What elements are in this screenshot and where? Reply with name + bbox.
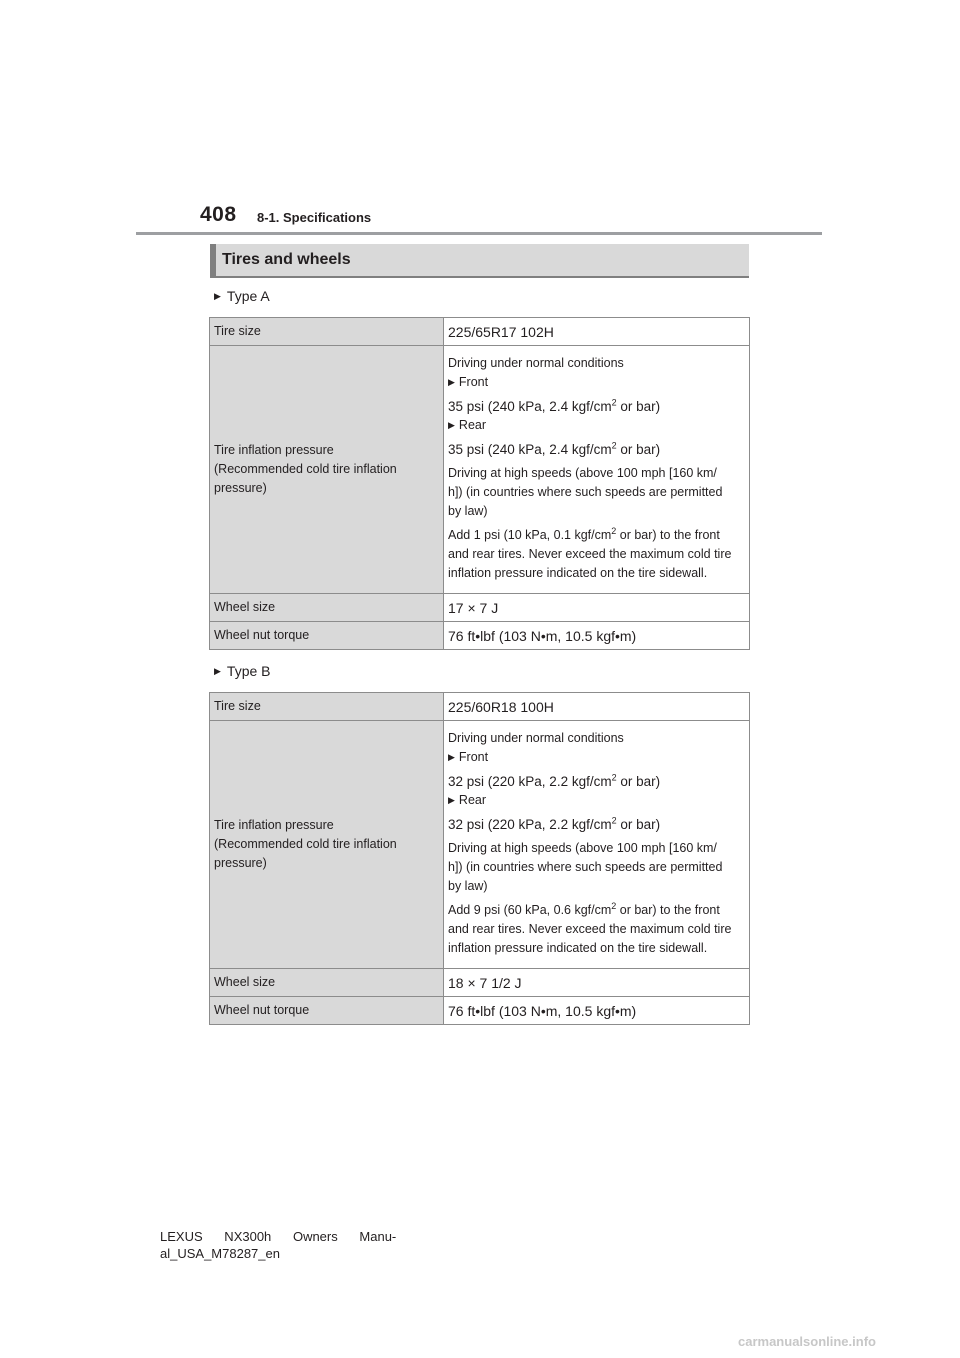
tire-size-value: 225/65R17 102H: [444, 318, 750, 346]
wheel-nut-torque-label: Wheel nut torque: [210, 997, 444, 1025]
wheel-size-label: Wheel size: [210, 969, 444, 997]
tire-inflation-label: Tire inflation pressure (Recommended cold tire inflation pressure): [210, 346, 444, 594]
front-pressure-value: 32 psi (220 kPa, 2.2 kgf/$cm^2$ or bar): [448, 772, 661, 789]
tire-size-value: 225/60R18 100H: [444, 693, 750, 721]
high-speed-note: Driving at high speeds (above 100 mph [160 km/: [448, 466, 717, 480]
table-row: [210, 721, 750, 969]
wheel-size-value: 18 × 7 1/2 J: [444, 969, 750, 997]
triangle-arrow-icon: ▶: [214, 666, 221, 676]
table-row: [210, 318, 750, 346]
type-a-spec-table: [209, 317, 750, 650]
normal-conditions-heading: Driving under normal conditions: [448, 356, 624, 370]
section-label: 8-1. Specifications: [257, 210, 372, 225]
header-divider: [136, 232, 822, 235]
high-speed-note: Driving at high speeds (above 100 mph [160 km/: [448, 841, 717, 855]
page-number: 408: [200, 203, 237, 226]
watermark: carmanualsonline.info: [738, 1334, 876, 1349]
front-label: ▶ Front: [448, 750, 489, 764]
tire-inflation-value: Driving under normal conditions ▶ Front 35 psi (240 kPa, 2.4 kgf/$cm^2$ or bar) ▶ Rear 35 psi (240 kPa, 2.4 kgf/$cm^2$ or bar) Driving at high speeds (above 100 mph [160 km/ h]) (in countries where such speeds are permitted by law) Add 1 psi (10 kPa, 0.1 kgf/$cm^2$ or bar) to the front and rear tires. Never exceed the maximum cold tire inflation pressure indicated on the tire sidewall.: [444, 346, 750, 594]
page-footer: LEXUS NX300h Owners Manu- al_USA_M78287_en: [160, 1229, 397, 1261]
rear-pressure-value: 35 psi (240 kPa, 2.4 kgf/$cm^2$ or bar): [448, 440, 661, 457]
triangle-arrow-icon: ▶: [448, 377, 455, 387]
type-a-label: ▶ Type A: [214, 288, 270, 304]
front-label: ▶ Front: [448, 375, 489, 389]
type-b-spec-table: [209, 692, 750, 1025]
triangle-arrow-icon: ▶: [214, 291, 221, 301]
tire-size-label: Tire size: [210, 693, 444, 721]
table-row: [210, 346, 750, 594]
wheel-size-label: Wheel size: [210, 594, 444, 622]
table-row: [210, 693, 750, 721]
rear-label: ▶ Rear: [448, 418, 487, 432]
type-b-label: ▶ Type B: [214, 663, 271, 679]
add-pressure-note: Add 1 psi (10 kPa, 0.1 kgf/$cm^2$ or bar) to the front: [448, 525, 720, 542]
rear-label: ▶ Rear: [448, 793, 487, 807]
triangle-arrow-icon: ▶: [448, 420, 455, 430]
add-pressure-note: Add 9 psi (60 kPa, 0.6 kgf/$cm^2$ or bar) to the front: [448, 900, 720, 917]
tire-inflation-label: Tire inflation pressure (Recommended cold tire inflation pressure): [210, 721, 444, 969]
triangle-arrow-icon: ▶: [448, 795, 455, 805]
section-title: Tires and wheels: [222, 251, 351, 268]
section-title-bar: [210, 244, 749, 278]
table-row: [210, 622, 750, 650]
table-row: [210, 997, 750, 1025]
wheel-size-value: 17 × 7 J: [444, 594, 750, 622]
triangle-arrow-icon: ▶: [448, 752, 455, 762]
wheel-nut-torque-label: Wheel nut torque: [210, 622, 444, 650]
tire-inflation-value: Driving under normal conditions ▶ Front 32 psi (220 kPa, 2.2 kgf/$cm^2$ or bar) ▶ Rear 32 psi (220 kPa, 2.2 kgf/$cm^2$ or bar) Driving at high speeds (above 100 mph [160 km/ h]) (in countries where such speeds are permitted by law) Add 9 psi (60 kPa, 0.6 kgf/$cm^2$ or bar) to the front and rear tires. Never exceed the maximum cold tire inflation pressure indicated on the tire sidewall.: [444, 721, 750, 969]
table-row: [210, 969, 750, 997]
wheel-nut-torque-value: 76 ft•lbf (103 N•m, 10.5 kgf•m): [444, 997, 750, 1025]
wheel-nut-torque-value: 76 ft•lbf (103 N•m, 10.5 kgf•m): [444, 622, 750, 650]
table-row: [210, 594, 750, 622]
tire-size-label: Tire size: [210, 318, 444, 346]
front-pressure-value: 35 psi (240 kPa, 2.4 kgf/$cm^2$ or bar): [448, 397, 661, 414]
rear-pressure-value: 32 psi (220 kPa, 2.2 kgf/$cm^2$ or bar): [448, 815, 661, 832]
normal-conditions-heading: Driving under normal conditions: [448, 731, 624, 745]
